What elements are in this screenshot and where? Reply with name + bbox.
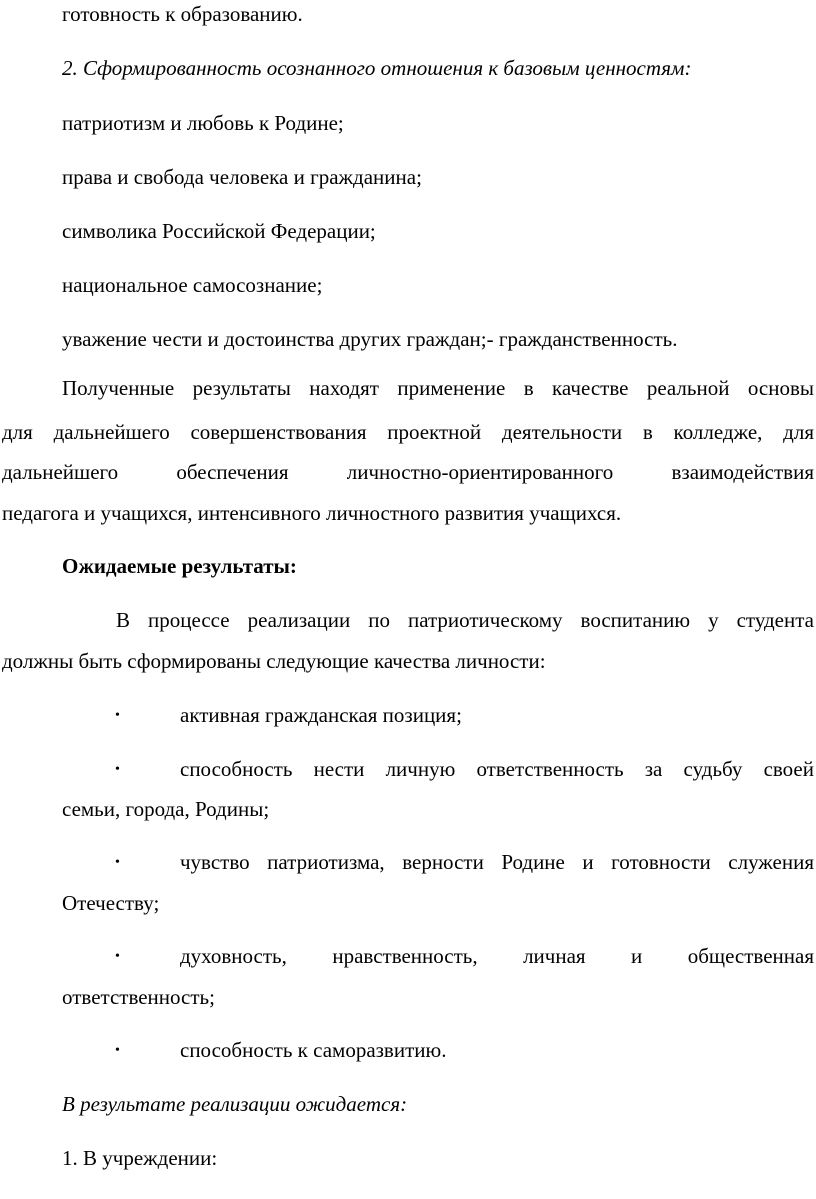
text-line: готовность к образованию.: [62, 2, 303, 26]
bullet-item-continuation: семьи, города, Родины;: [62, 797, 270, 821]
value-item: символика Российской Федерации;: [62, 219, 376, 243]
bullet-item: способность нести личную ответственность за судьбу своей: [180, 757, 814, 781]
bullet-item: активная гражданская позиция;: [180, 703, 462, 727]
bullet-item: способность к саморазвитию.: [180, 1038, 447, 1062]
bullet-item-continuation: ответственность;: [62, 985, 215, 1009]
numbered-heading: 2. Сформированность осознанного отношения к базовым ценностям:: [62, 56, 692, 80]
bullet-dot: •: [115, 708, 120, 723]
value-item: национальное самосознание;: [62, 273, 323, 297]
paragraph-line: педагога и учащихся, интенсивного личностного развития учащихся.: [2, 501, 622, 525]
bullet-item: духовность, нравственность, личная и общественная: [180, 944, 814, 968]
section-heading: Ожидаемые результаты:: [62, 554, 297, 578]
paragraph-line: Полученные результаты находят применение в качестве реальной основы: [62, 376, 814, 400]
bullet-dot: •: [115, 855, 120, 870]
bullet-item: чувство патриотизма, верности Родине и готовности служения: [180, 850, 814, 874]
bullet-item-continuation: Отечеству;: [62, 891, 160, 915]
paragraph-line: дальнейшего обеспечения личностно-ориентированного взаимодействия: [2, 460, 814, 484]
italic-heading: В результате реализации ожидается:: [62, 1092, 408, 1116]
value-item: права и свобода человека и гражданина;: [62, 165, 422, 189]
bullet-dot: •: [115, 762, 120, 777]
numbered-item: 1. В учреждении:: [62, 1146, 218, 1170]
bullet-dot: •: [115, 949, 120, 964]
paragraph-line: должны быть сформированы следующие качества личности:: [2, 649, 546, 673]
paragraph-line: для дальнейшего совершенствования проектной деятельности в колледже, для: [2, 420, 814, 444]
value-item: уважение чести и достоинства других граждан;- гражданственность.: [62, 327, 678, 351]
paragraph-line: В процессе реализации по патриотическому воспитанию у студента: [116, 608, 814, 632]
bullet-dot: •: [115, 1043, 120, 1058]
value-item: патриотизм и любовь к Родине;: [62, 111, 344, 135]
